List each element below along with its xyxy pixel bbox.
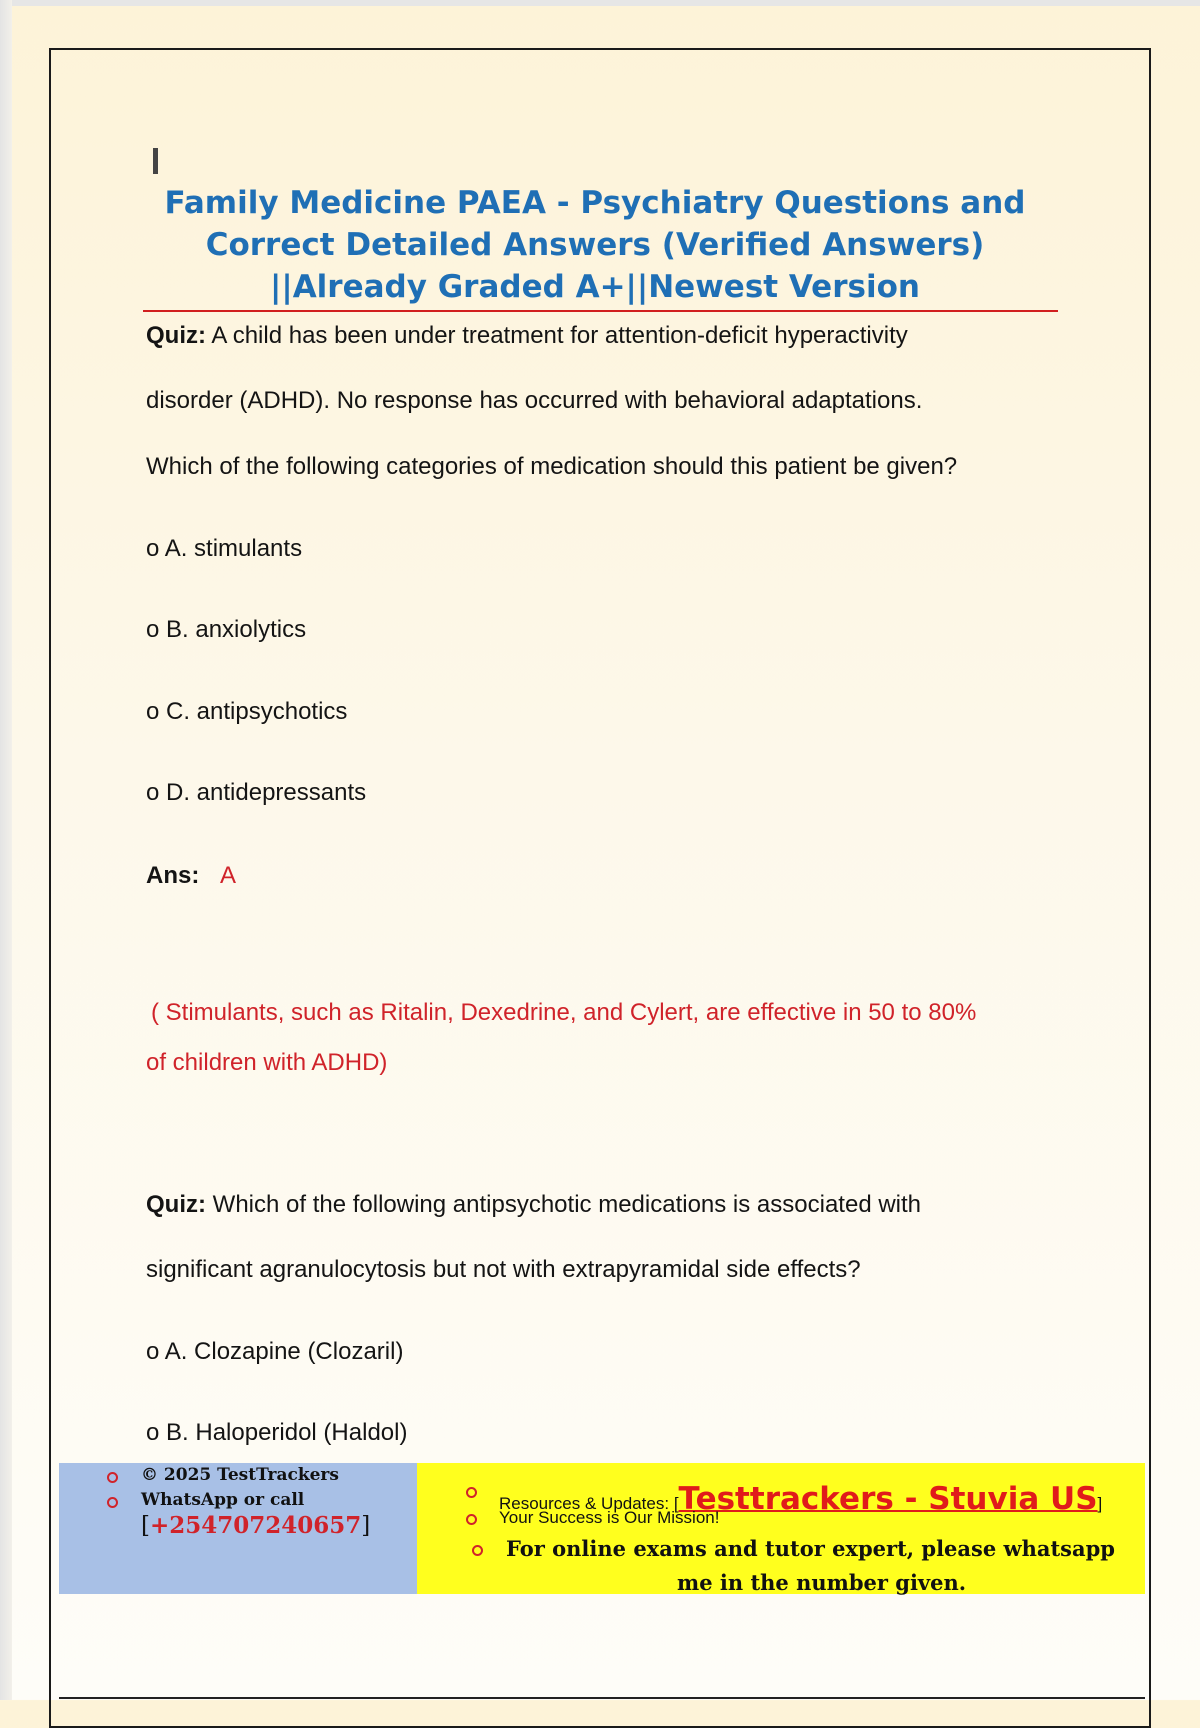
bullet-icon xyxy=(466,1514,477,1525)
q1-explanation-1: ( Stimulants, such as Ritalin, Dexedrine, and Cylert, are effective in 50 to 80% xyxy=(151,999,977,1026)
bullet-icon xyxy=(107,1497,118,1508)
quiz-label: Quiz: xyxy=(146,1191,206,1218)
title-line-3: ||Already Graded A+||Newest Version xyxy=(270,269,920,305)
bullet-icon xyxy=(472,1545,483,1556)
quiz-label: Quiz: xyxy=(146,322,206,349)
title-line-2: Correct Detailed Answers (Verified Answers) xyxy=(205,227,985,263)
text-cursor-icon xyxy=(153,148,158,174)
bullet-icon xyxy=(466,1487,477,1498)
footer-resources-link[interactable]: Testtrackers - Stuvia US xyxy=(678,1481,1098,1517)
viewer-left-edge xyxy=(0,0,12,1700)
footer-resources-label: Resources & Updates: xyxy=(499,1494,674,1513)
bullet-icon xyxy=(107,1472,118,1483)
title-divider xyxy=(143,310,1058,312)
q1-line-3: Which of the following categories of medication should this patient be given? xyxy=(146,453,958,480)
title-line-1: Family Medicine PAEA - Psychiatry Questions and xyxy=(164,185,1026,221)
q1-option-a: o A. stimulants xyxy=(146,535,303,562)
q1-option-b: o B. anxiolytics xyxy=(146,616,307,643)
q1-explanation-2: of children with ADHD) xyxy=(146,1049,388,1076)
q2-text-1: Which of the following antipsychotic medications is associated with xyxy=(212,1191,922,1218)
footer-copyright: © 2025 TestTrackers xyxy=(141,1465,339,1485)
footer-mission: Your Success is Our Mission! xyxy=(499,1508,720,1527)
footer-tutor-line-2: me in the number given. xyxy=(677,1570,967,1595)
viewer-top-edge xyxy=(0,0,1200,6)
q1-line-2: disorder (ADHD). No response has occurred with behavioral adaptations. xyxy=(146,387,923,414)
q2-line-1 xyxy=(146,1191,921,1219)
q1-line-1 xyxy=(146,322,908,350)
footer-resources: Resources & Updates: [Testtrackers - Stuvia US] xyxy=(499,1481,1103,1517)
q1-option-c: o C. antipsychotics xyxy=(146,698,348,725)
document-title xyxy=(145,182,1045,308)
q1-answer xyxy=(146,862,236,890)
q1-option-d: o D. antidepressants xyxy=(146,779,367,806)
footer-whatsapp-label: WhatsApp or call xyxy=(141,1490,305,1510)
q2-line-2: significant agranulocytosis but not with extrapyramidal side effects? xyxy=(146,1256,861,1283)
ans-label: Ans: xyxy=(146,862,200,889)
q1-answer-letter: A xyxy=(220,862,237,889)
footer-phone-number[interactable]: +254707240657 xyxy=(149,1512,362,1539)
q2-option-a: o A. Clozapine (Clozaril) xyxy=(146,1338,404,1365)
page-bottom-rule xyxy=(59,1697,1145,1699)
footer-tutor-line-1: For online exams and tutor expert, please whatsapp xyxy=(506,1536,1115,1561)
q1-text-1: A child has been under treatment for attention-deficit hyperactivity xyxy=(211,322,908,349)
q2-option-b: o B. Haloperidol (Haldol) xyxy=(146,1419,408,1446)
footer-phone[interactable]: [+254707240657] xyxy=(141,1512,371,1539)
